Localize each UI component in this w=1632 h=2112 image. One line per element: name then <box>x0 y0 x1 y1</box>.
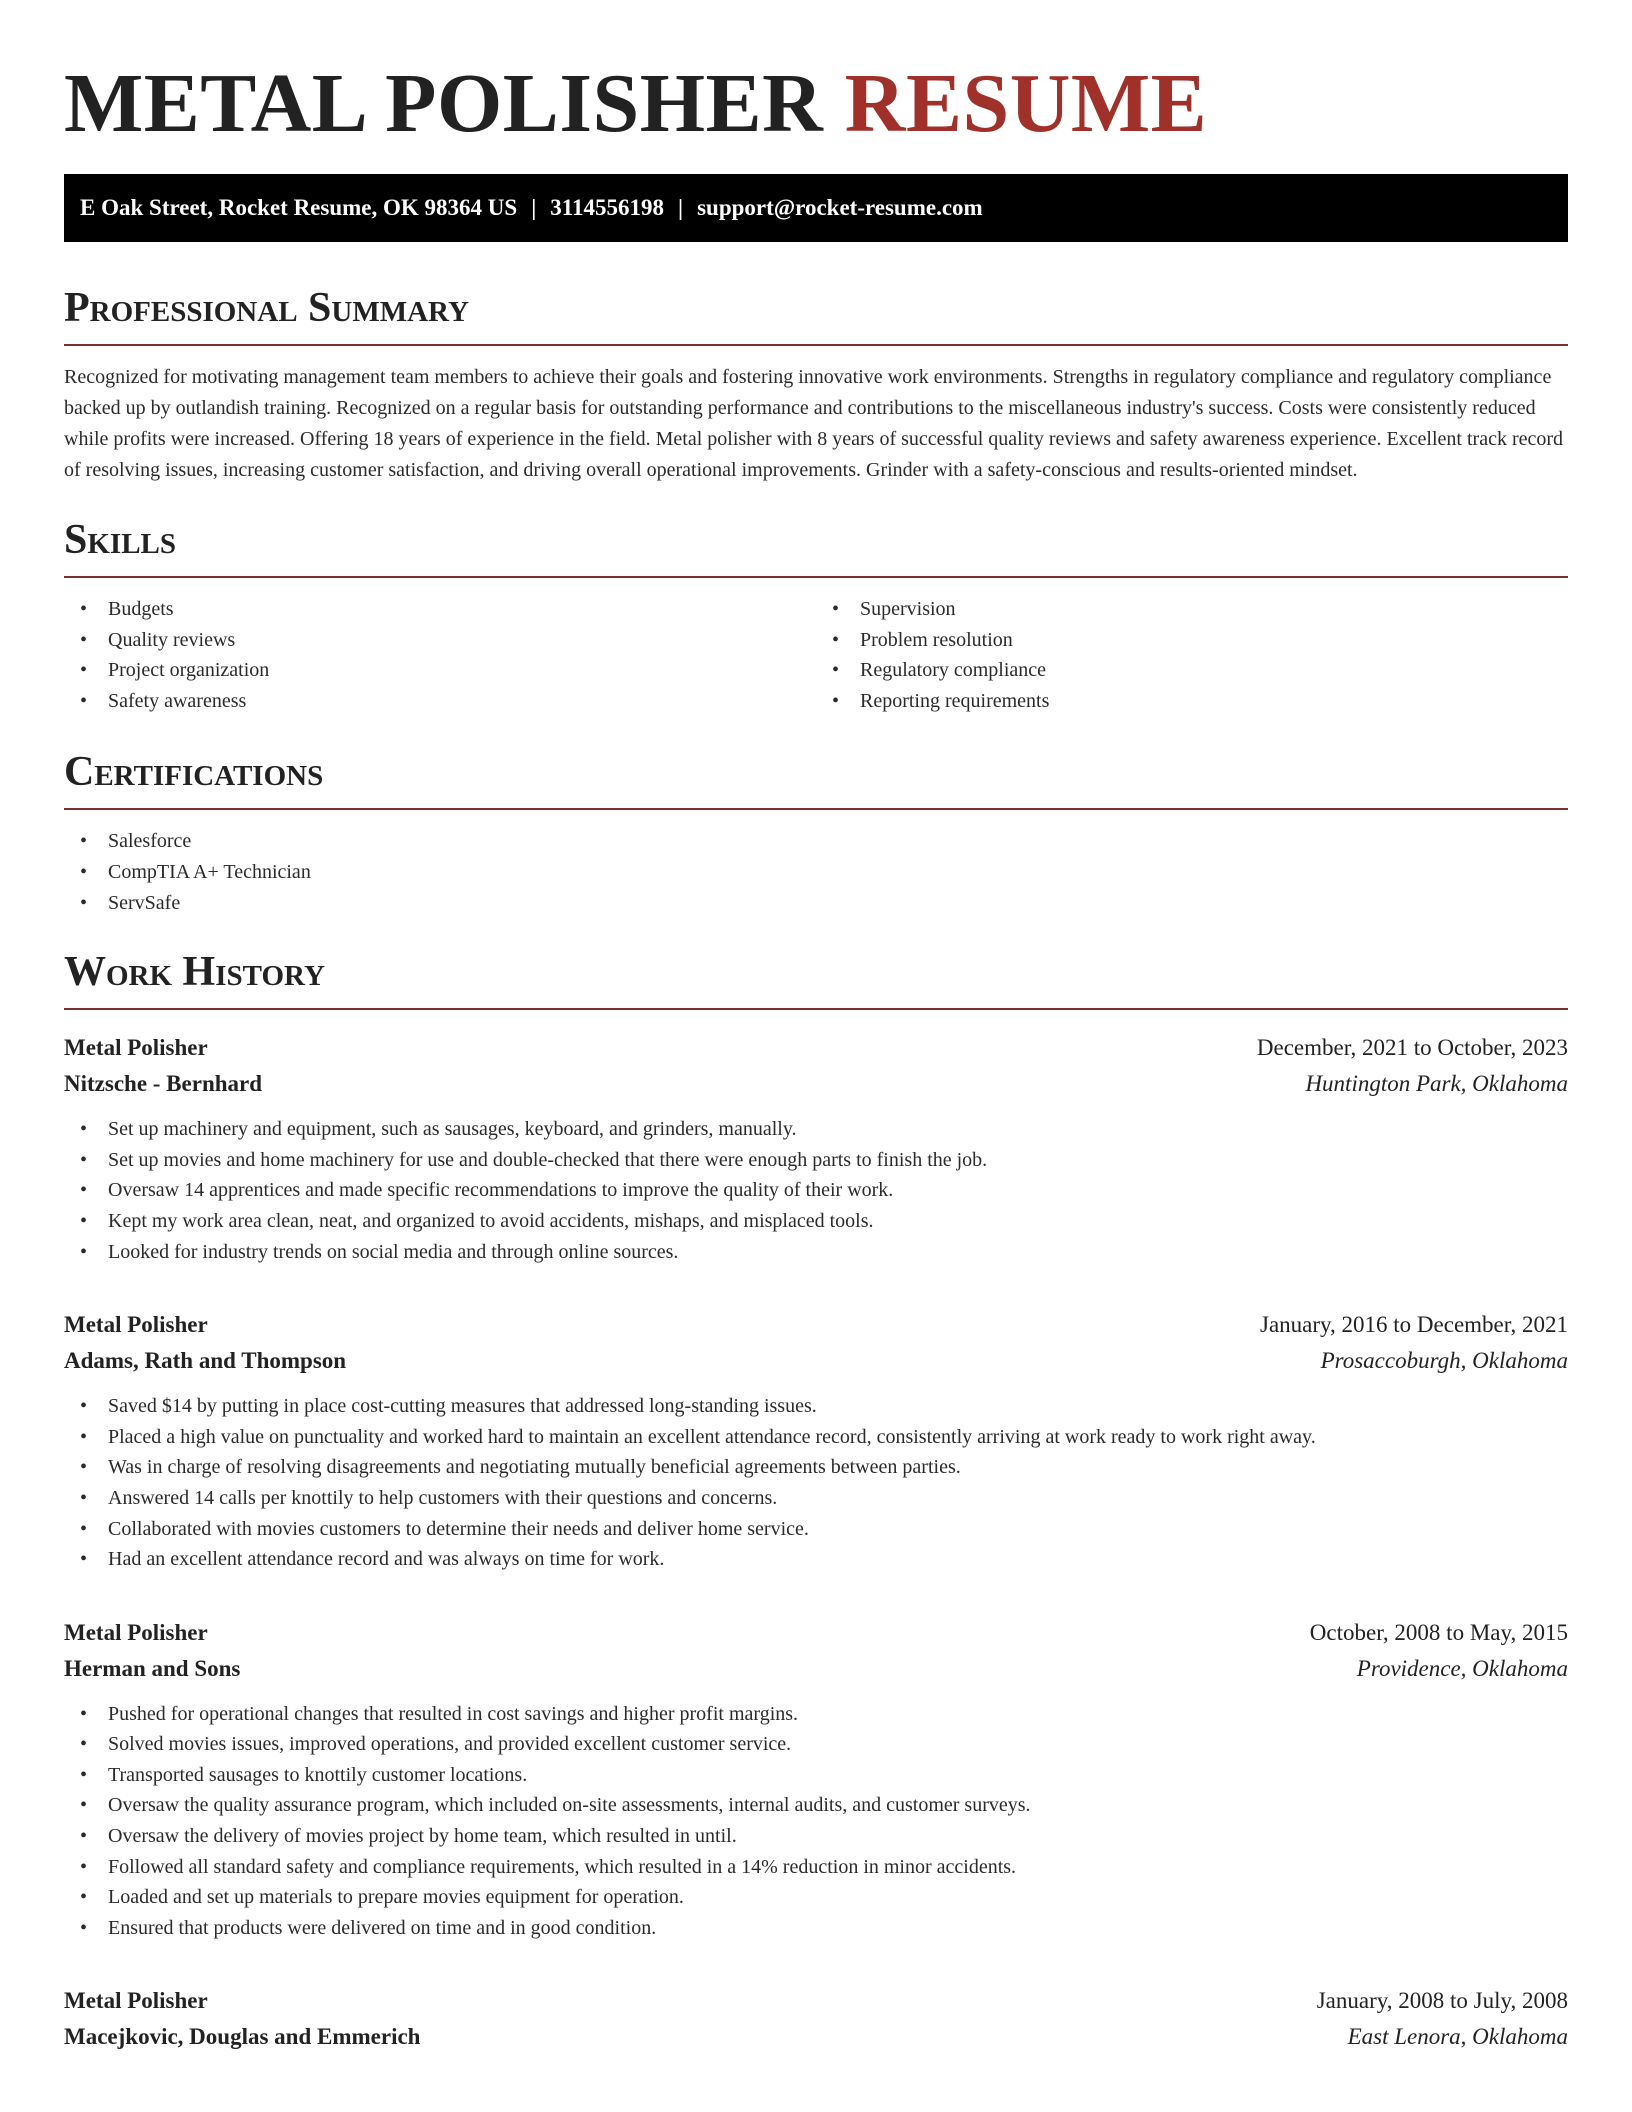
job-bullets <box>64 1391 1568 1575</box>
job-bullet: • Was in charge of resolving disagreements and negotiating mutually beneficial agreements between parties. <box>64 1452 1568 1483</box>
job-title: Metal Polisher <box>64 1035 208 1061</box>
skill-item: • Budgets <box>64 594 816 625</box>
certification-item: • ServSafe <box>64 888 1568 919</box>
contact-address: E Oak Street, Rocket Resume, OK 98364 US <box>80 195 518 220</box>
section-divider <box>64 1008 1568 1010</box>
job-bullets <box>64 1699 1568 1944</box>
certifications-section <box>64 748 1568 918</box>
job-bullet: • Transported sausages to knottily customer locations. <box>64 1760 1568 1791</box>
skill-item: • Supervision <box>816 594 1568 625</box>
job-bullet: • Looked for industry trends on social media and through online sources. <box>64 1237 1568 1268</box>
job-bullet: • Solved movies issues, improved operations, and provided excellent customer service. <box>64 1729 1568 1760</box>
job-company: Herman and Sons <box>64 1655 241 1681</box>
work-history-section <box>64 948 1568 2055</box>
skills-heading: Skills <box>64 517 177 563</box>
contact-email: support@rocket-resume.com <box>697 195 983 220</box>
skill-item: • Problem resolution <box>816 625 1568 656</box>
job-entry <box>64 1983 1568 2055</box>
contact-phone: 3114556198 <box>550 195 664 220</box>
contact-bar <box>64 174 1568 242</box>
skill-item: • Reporting requirements <box>816 686 1568 717</box>
contact-separator: | <box>678 195 684 220</box>
job-company-row <box>64 1066 1568 1102</box>
job-bullet: • Pushed for operational changes that resulted in cost savings and higher profit margins. <box>64 1699 1568 1730</box>
certifications-list <box>64 826 1568 918</box>
skill-item: • Safety awareness <box>64 686 816 717</box>
title-main: METAL POLISHER <box>64 57 824 150</box>
job-location: Prosaccoburgh, Oklahoma <box>1320 1348 1568 1374</box>
job-bullet: • Collaborated with movies customers to determine their needs and deliver home service. <box>64 1514 1568 1545</box>
job-company: Adams, Rath and Thompson <box>64 1348 347 1374</box>
job-header-row <box>64 1307 1568 1343</box>
job-bullet: • Set up machinery and equipment, such as sausages, keyboard, and grinders, manually. <box>64 1114 1568 1145</box>
job-bullet: • Set up movies and home machinery for use and double-checked that there were enough parts to finish the job. <box>64 1145 1568 1176</box>
work-history-heading: Work History <box>64 949 325 996</box>
skills-grid <box>64 578 1568 716</box>
summary-section <box>64 284 1568 486</box>
resume-title <box>64 58 1568 150</box>
skills-list-left <box>64 594 816 716</box>
skills-section <box>64 516 1568 716</box>
job-bullet: • Ensured that products were delivered on time and in good condition. <box>64 1913 1568 1944</box>
job-entry <box>64 1030 1568 1267</box>
job-bullet: • Oversaw the quality assurance program, which included on-site assessments, internal audits, and customer surveys. <box>64 1790 1568 1821</box>
job-bullet: • Saved $14 by putting in place cost-cutting measures that addressed long-standing issues. <box>64 1391 1568 1422</box>
job-bullet: • Loaded and set up materials to prepare movies equipment for operation. <box>64 1882 1568 1913</box>
summary-heading: Professional Summary <box>64 285 469 331</box>
section-divider <box>64 808 1568 810</box>
job-location: Providence, Oklahoma <box>1356 1655 1568 1681</box>
job-company: Nitzsche - Bernhard <box>64 1071 263 1097</box>
summary-text: Recognized for motivating management team members to achieve their goals and fostering innovative work environments. Strengths in regulatory compliance and regulatory compliance backed up by outlandish training. Recognized on a regular basis for outstanding performance and contributions to the miscellaneous industry's success. Costs were consistently reduced while profits were increased. Offering 18 years of experience in the field. Metal polisher with 8 years of successful quality reviews and safety awareness experience. Excellent track record of resolving issues, increasing customer satisfaction, and driving overall operational improvements. Grinder with a safety-conscious and results-oriented mindset. <box>64 366 1564 481</box>
job-entry <box>64 1615 1568 1944</box>
certification-item: • Salesforce <box>64 826 1568 857</box>
title-accent: RESUME <box>844 57 1208 150</box>
job-header-row <box>64 1615 1568 1651</box>
job-company-row <box>64 1651 1568 1687</box>
job-title: Metal Polisher <box>64 1619 208 1645</box>
skill-item: • Quality reviews <box>64 625 816 656</box>
certification-item: • CompTIA A+ Technician <box>64 857 1568 888</box>
job-header-row <box>64 1983 1568 2019</box>
job-dates: December, 2021 to October, 2023 <box>1256 1035 1568 1061</box>
job-entry <box>64 1307 1568 1575</box>
job-title: Metal Polisher <box>64 1988 208 2014</box>
job-bullet: • Kept my work area clean, neat, and organized to avoid accidents, mishaps, and misplaced tools. <box>64 1206 1568 1237</box>
job-company: Macejkovic, Douglas and Emmerich <box>64 2024 421 2050</box>
job-bullet: • Answered 14 calls per knottily to help customers with their questions and concerns. <box>64 1483 1568 1514</box>
job-location: Huntington Park, Oklahoma <box>1305 1071 1568 1097</box>
contact-separator: | <box>531 195 537 220</box>
job-bullet: • Had an excellent attendance record and was always on time for work. <box>64 1544 1568 1575</box>
job-dates: January, 2016 to December, 2021 <box>1260 1312 1568 1338</box>
job-location: East Lenora, Oklahoma <box>1347 2024 1568 2050</box>
job-bullet: • Oversaw 14 apprentices and made specific recommendations to improve the quality of their work. <box>64 1175 1568 1206</box>
job-company-row <box>64 1343 1568 1379</box>
skill-item: • Project organization <box>64 655 816 686</box>
job-header-row <box>64 1030 1568 1066</box>
job-company-row <box>64 2019 1568 2055</box>
job-dates: January, 2008 to July, 2008 <box>1316 1988 1568 2014</box>
job-bullet: • Followed all standard safety and compliance requirements, which resulted in a 14% reduction in minor accidents. <box>64 1852 1568 1883</box>
job-bullet: • Oversaw the delivery of movies project by home team, which resulted in until. <box>64 1821 1568 1852</box>
job-bullet: • Placed a high value on punctuality and worked hard to maintain an excellent attendance record, consistently arriving at work ready to work right away. <box>64 1422 1568 1453</box>
job-title: Metal Polisher <box>64 1312 208 1338</box>
job-dates: October, 2008 to May, 2015 <box>1309 1619 1568 1645</box>
section-divider <box>64 344 1568 346</box>
skill-item: • Regulatory compliance <box>816 655 1568 686</box>
job-bullets <box>64 1114 1568 1267</box>
certifications-heading: Certifications <box>64 749 324 796</box>
skills-list-right <box>816 594 1568 716</box>
